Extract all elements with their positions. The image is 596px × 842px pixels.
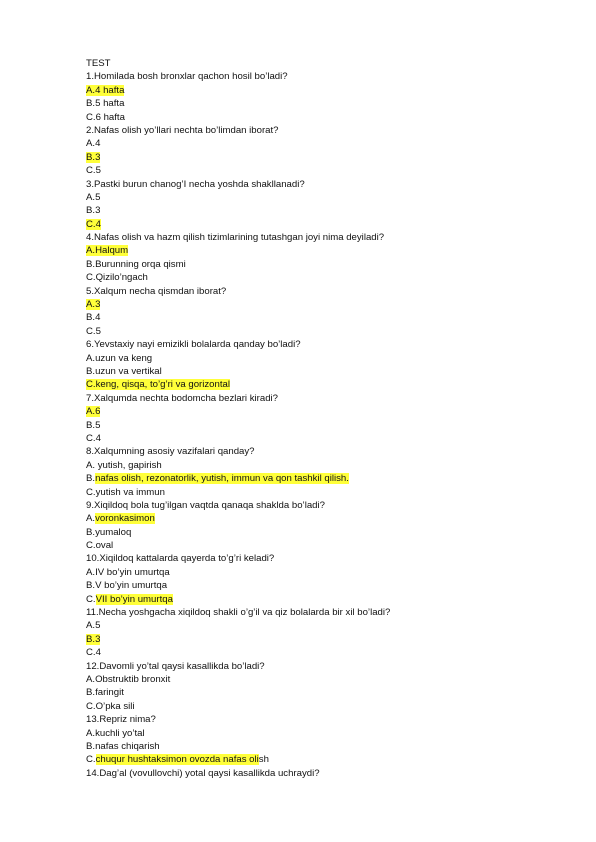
answer-option [86, 325, 556, 338]
answer-option [86, 526, 556, 539]
option-text: B.4 [86, 312, 101, 324]
question-text: 3.Pastki burun chanog’I necha yoshda shakllanadi? [86, 178, 305, 190]
question-text: 2.Nafas olish yo’llari nechta bo’limdan iborat? [86, 124, 279, 136]
answer-option [86, 673, 556, 686]
answer-option [86, 646, 556, 659]
option-text: A.uzun va keng [86, 352, 153, 364]
question-text: 11.Necha yoshgacha xiqildoq shakli o’g’il va qiz bolalarda bir xil bo’ladi? [86, 607, 391, 619]
question-text: 7.Xalqumda nechta bodomcha bezlari kiradi? [86, 392, 278, 404]
question-text: 9.Xiqildoq bola tug’ilgan vaqtda qanaqa shaklda bo’ladi? [86, 499, 325, 511]
test-content [86, 57, 556, 780]
option-text: C.Qizilo’ngach [86, 272, 148, 284]
answer-option [86, 137, 556, 150]
answer-option-correct [86, 472, 556, 485]
option-highlighted-text: C.4 [86, 218, 101, 230]
question-text: 14.Dag’al (vovullovchi) yotal qaysi kasallikda uchraydi? [86, 767, 320, 779]
option-highlighted-text: B.3 [86, 633, 101, 645]
question-text: 5.Xalqum necha qismdan iborat? [86, 285, 227, 297]
option-text: A. yutish, gapirish [86, 459, 162, 471]
option-trailing-text: sh [258, 754, 269, 766]
option-highlighted-text: voronkasimon [95, 513, 155, 525]
document-title: TEST [86, 58, 111, 69]
option-letter: C. [86, 754, 96, 766]
option-letter: C. [86, 593, 96, 605]
question-text: 8.Xalqumning asosiy vazifalari qanday? [86, 446, 255, 458]
answer-option-correct [86, 512, 556, 525]
answer-option [86, 727, 556, 740]
option-text: A.IV bo’yin umurtqa [86, 566, 170, 578]
question-text: 1.Homilada bosh bronxlar qachon hosil bo’ladi? [86, 71, 288, 83]
option-text: B.uzun va vertikal [86, 365, 162, 377]
question-text: 13.Repriz nima? [86, 714, 156, 726]
answer-option [86, 164, 556, 177]
answer-option-correct [86, 151, 556, 164]
option-letter: B. [86, 473, 96, 485]
option-text: B.V bo’yin umurtqa [86, 580, 168, 592]
answer-option [86, 365, 556, 378]
option-letter: A. [86, 513, 96, 525]
answer-option-correct [86, 84, 556, 97]
question-text: 4.Nafas olish va hazm qilish tizimlarining tutashgan joyi nima deyiladi? [86, 232, 385, 244]
option-highlighted-text: A.3 [86, 299, 101, 311]
option-highlighted-text: chuqur hushtaksimon ovozda nafas oli [95, 754, 259, 766]
option-text: C.oval [86, 540, 114, 552]
option-highlighted-text: C.keng, qisqa, to’g’ri va gorizontal [86, 379, 230, 391]
answer-option [86, 539, 556, 552]
option-text: B.faringit [86, 687, 124, 699]
option-text: C.5 [86, 325, 101, 337]
answer-option [86, 566, 556, 579]
answer-option [86, 579, 556, 592]
answer-option [86, 204, 556, 217]
option-text: A.kuchli yo’tal [86, 727, 145, 739]
option-text: B.nafas chiqarish [86, 740, 160, 752]
option-text: C.O’pka sili [86, 700, 135, 712]
answer-option [86, 271, 556, 284]
option-text: B.5 hafta [86, 98, 125, 110]
answer-option [86, 191, 556, 204]
option-text: C.6 hafta [86, 111, 125, 123]
option-text: C.yutish va immun [86, 486, 165, 498]
option-highlighted-text: A.6 [86, 406, 101, 418]
answer-option [86, 740, 556, 753]
answer-option [86, 419, 556, 432]
option-highlighted-text: B.3 [86, 151, 101, 163]
option-text: C.5 [86, 165, 101, 177]
option-text: A.5 [86, 191, 101, 203]
question-text: 12.Davomli yo’tal qaysi kasallikda bo’ladi? [86, 660, 265, 672]
option-highlighted-text: A.Halqum [86, 245, 129, 257]
option-highlighted-text: nafas olish, rezonatorlik, yutish, immun va qon tashkil qilish. [95, 473, 349, 485]
answer-option [86, 432, 556, 445]
answer-option [86, 97, 556, 110]
option-text: B.Burunning orqa qismi [86, 258, 186, 270]
answer-option-correct [86, 753, 556, 766]
option-text: B.5 [86, 419, 101, 431]
option-text: A.5 [86, 620, 101, 632]
answer-option-correct [86, 298, 556, 311]
answer-option-correct [86, 378, 556, 391]
option-highlighted-text: A.4 hafta [86, 84, 125, 96]
answer-option-correct [86, 244, 556, 257]
answer-option [86, 619, 556, 632]
answer-option-correct [86, 405, 556, 418]
answer-option [86, 686, 556, 699]
answer-option [86, 459, 556, 472]
option-text: A.4 [86, 138, 101, 150]
answer-option-correct [86, 218, 556, 231]
answer-option [86, 258, 556, 271]
answer-option [86, 111, 556, 124]
answer-option [86, 700, 556, 713]
answer-option [86, 486, 556, 499]
option-text: B.yumaloq [86, 526, 132, 538]
option-text: B.3 [86, 205, 101, 217]
option-text: C.4 [86, 432, 101, 444]
option-highlighted-text: VII bo’yin umurtqa [95, 593, 173, 605]
answer-option [86, 352, 556, 365]
question-text: 6.Yevstaxiy nayi emizikli bolalarda qanday bo’ladi? [86, 339, 301, 351]
answer-option-correct [86, 593, 556, 606]
answer-option-correct [86, 633, 556, 646]
question-text: 10.Xiqildoq kattalarda qayerda to’g’ri keladi? [86, 553, 275, 565]
answer-option [86, 311, 556, 324]
option-text: A.Obstruktib bronxit [86, 673, 171, 685]
option-text: C.4 [86, 647, 101, 659]
